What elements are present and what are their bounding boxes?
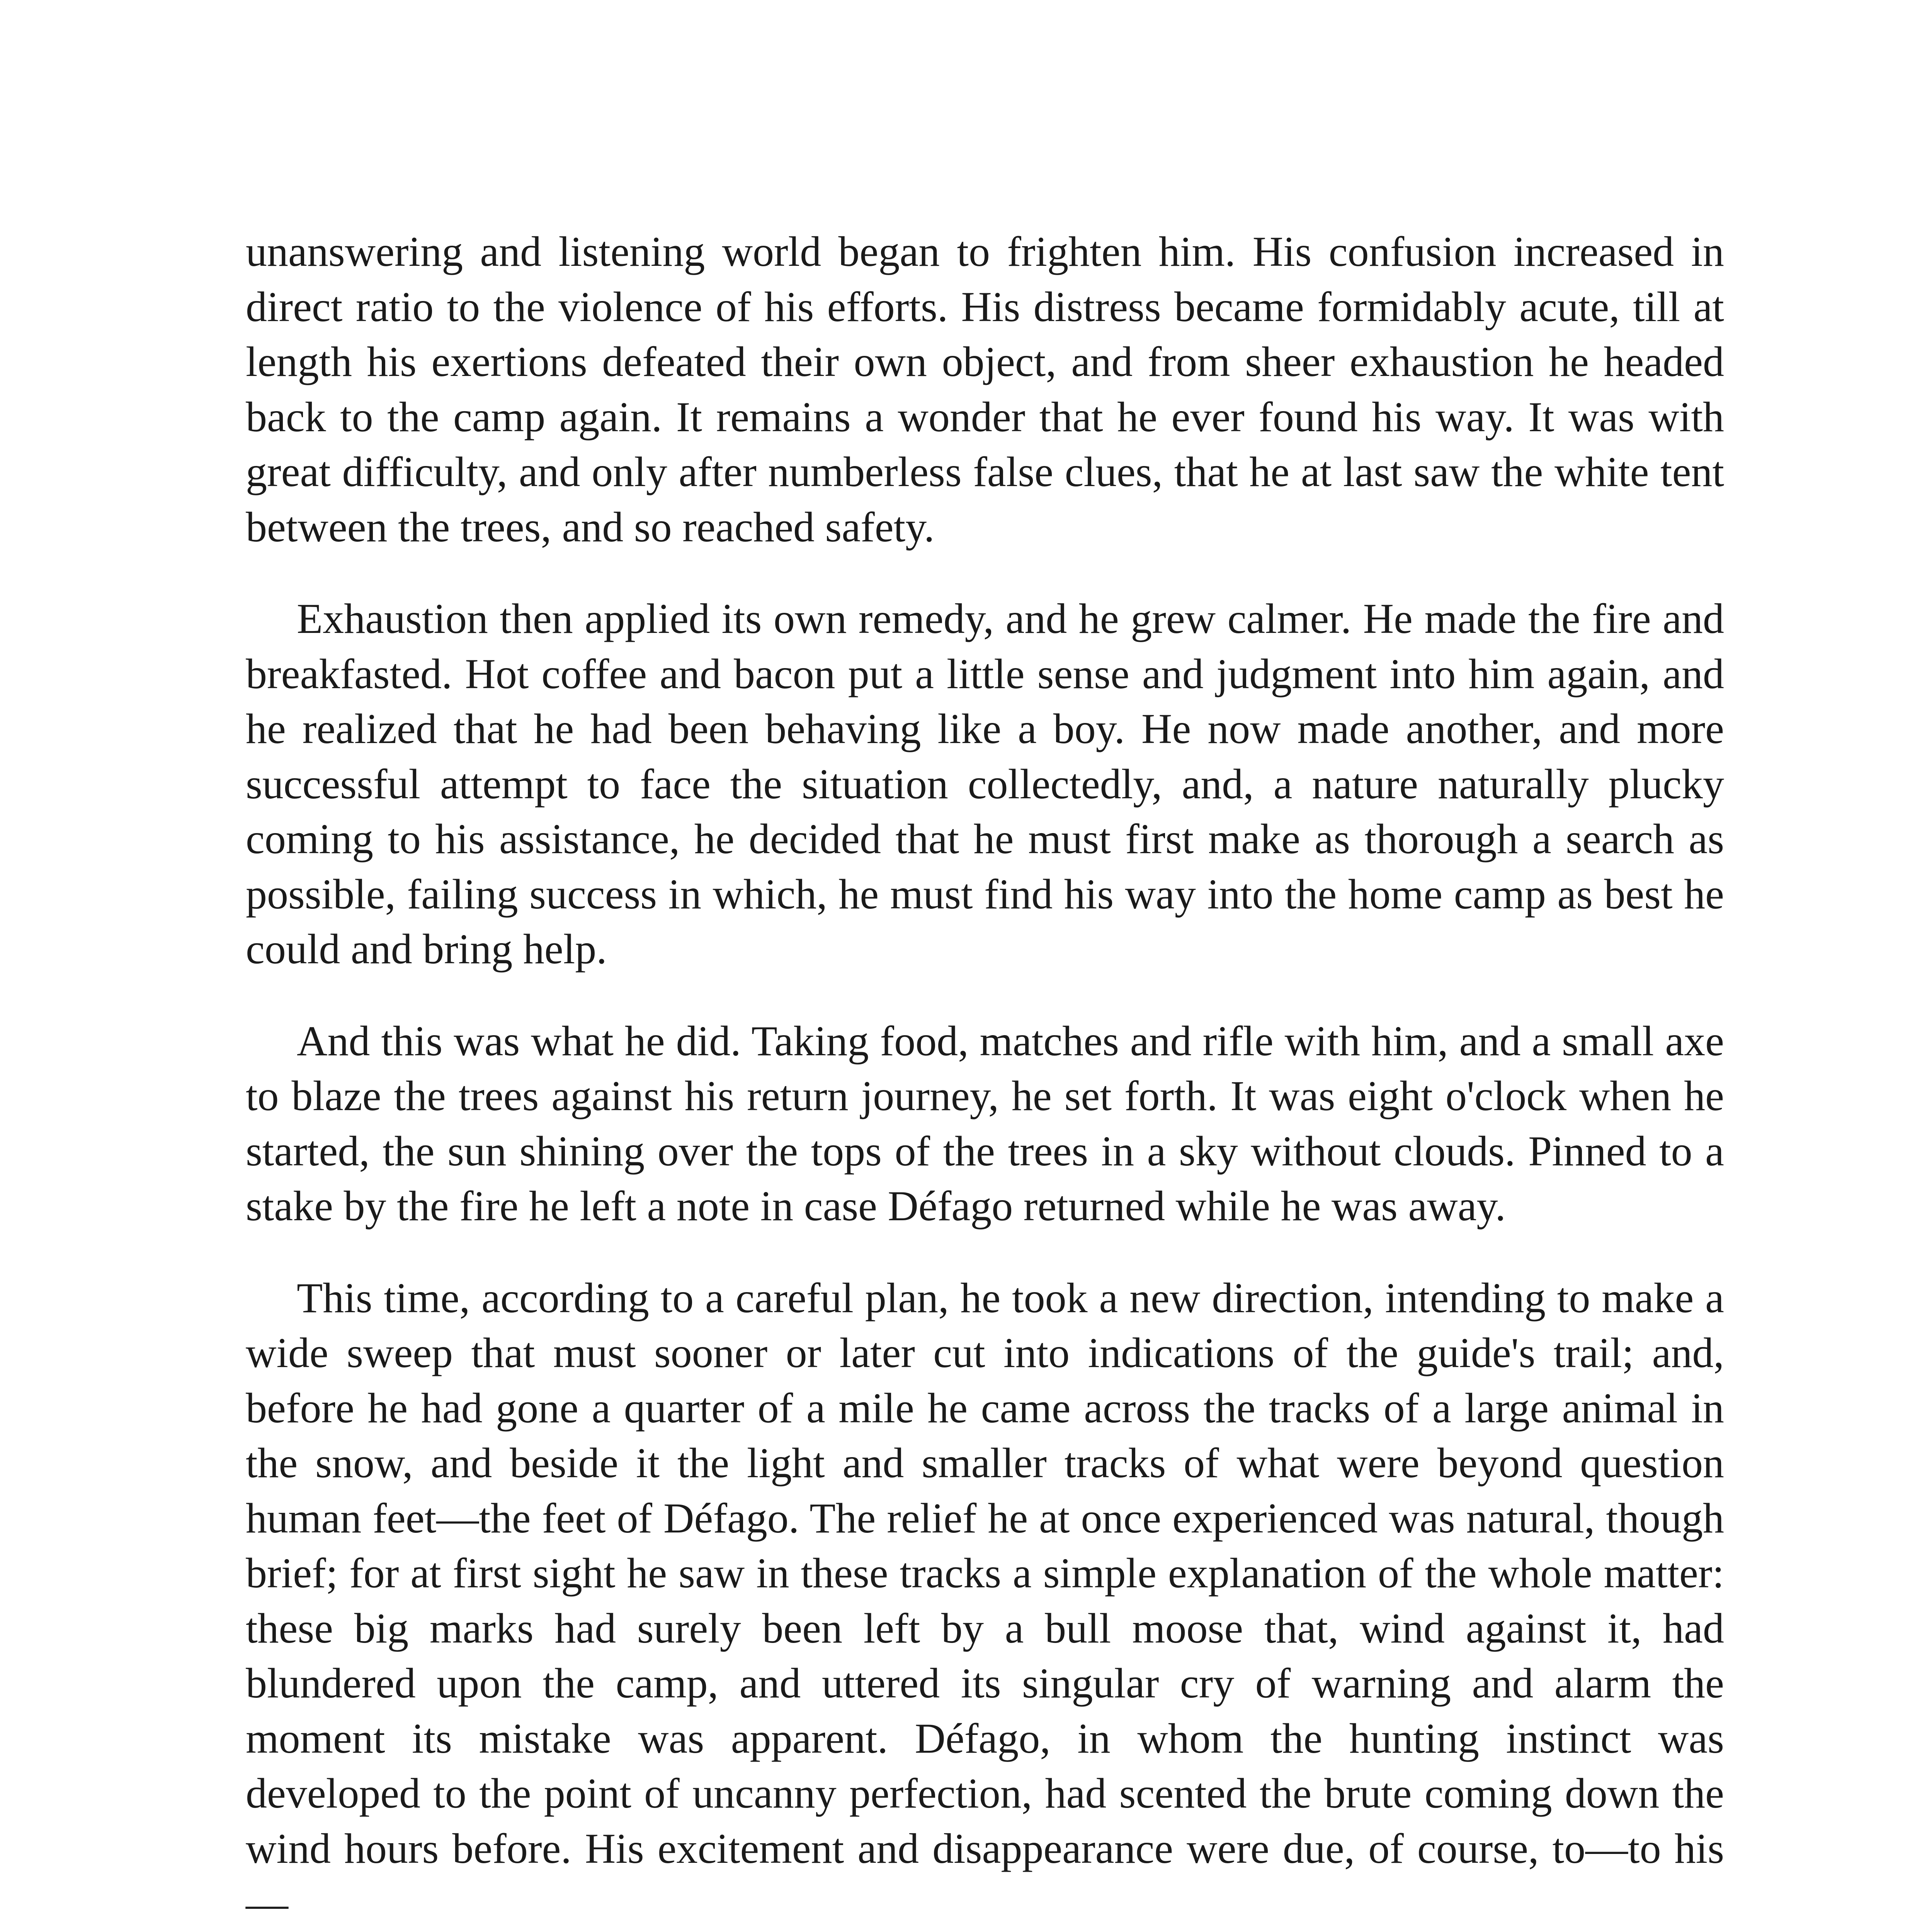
paragraph-4: This time, according to a careful plan, he took a new direction, intending to make a wide sweep that must sooner or later cut into indications of the guide's trail; and, before he had gone a quarter of a mile he came across the tracks of a large animal in the snow, and beside it the light and smaller tracks of what were beyond question human feet—the feet of Défago. The relief he at once experienced was natural, though brief; for at first sight he saw in these tracks a simple explanation of the whole matter: these big marks had surely been left by a bull moose that, wind against it, had blundered upon the camp, and uttered its singular cry of warning and alarm the moment its mistake was apparent. Défago, in whom the hunting instinct was developed to the point of uncanny perfection, had scented the brute coming down the wind hours before. His excitement and disappearance were due, of course, to—to his—	[246, 1274, 1724, 1927]
paragraph-2: Exhaustion then applied its own remedy, and he grew calmer. He made the fire and breakfasted. Hot coffee and bacon put a little sense and judgment into him again, and he realized that he had been behaving like a boy. He now made another, and more successful attempt to face the situation collectedly, and, a nature naturally plucky coming to his assistance, he decided that he must first make as thorough a search as possible, failing success in which, he must find his way into the home camp as best he could and bring help.	[246, 595, 1724, 973]
body-text	[246, 224, 1724, 1932]
paragraph-1: unanswering and listening world began to frighten him. His confusion increased in direct ratio to the violence of his efforts. His distress became formidably acute, till at length his exertions defeated their own object, and from sheer exhaustion he headed back to the camp again. It remains a wonder that he ever found his way. It was with great difficulty, and only after numberless false clues, that he at last saw the white tent between the trees, and so reached safety.	[246, 228, 1724, 551]
paragraph-3: And this was what he did. Taking food, matches and rifle with him, and a small axe to blaze the trees against his return journey, he set forth. It was eight o'clock when he started, the sun shining over the tops of the trees in a sky without clouds. Pinned to a stake by the fire he left a note in case Défago returned while he was away.	[246, 1017, 1724, 1230]
